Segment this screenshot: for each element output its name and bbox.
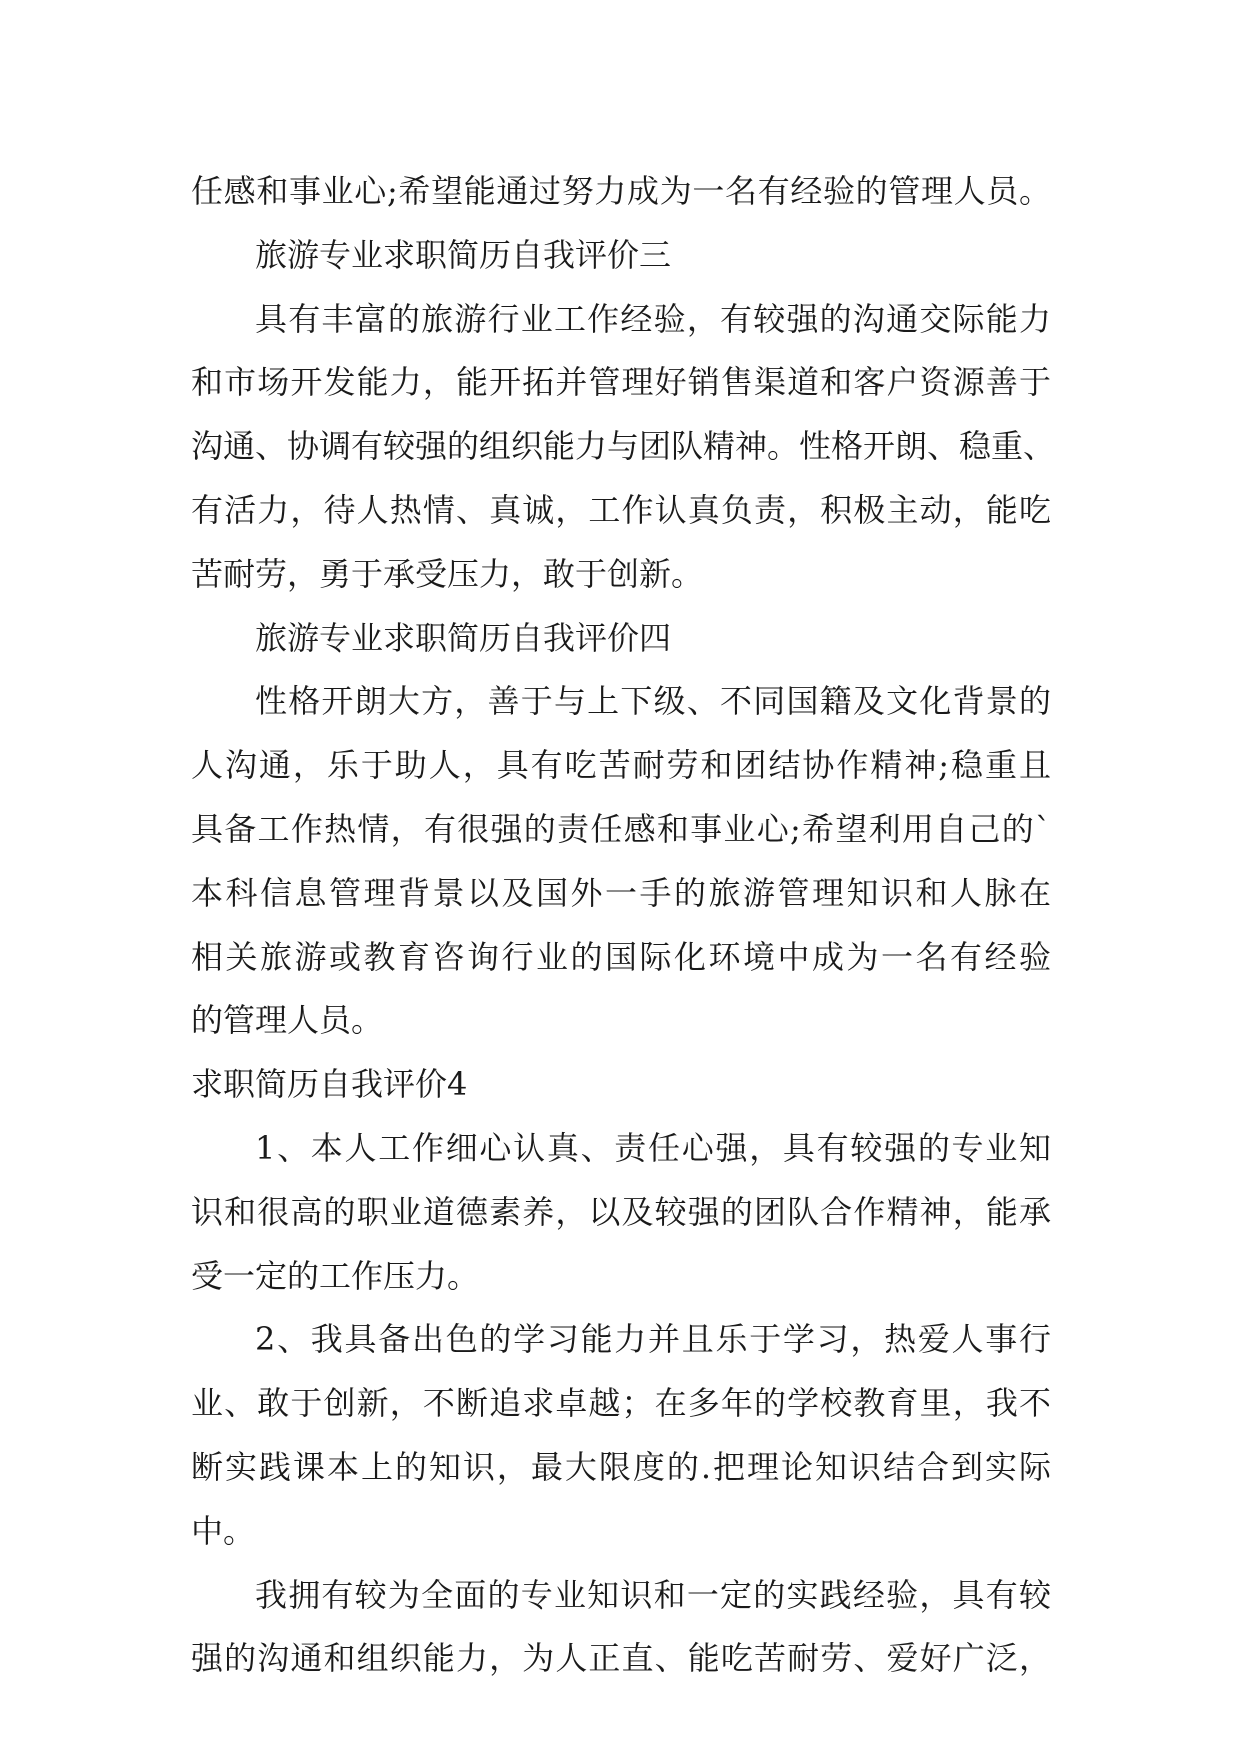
document-body [191, 160, 1056, 1691]
text-line: 相关旅游或教育咨询行业的国际化环境中成为一名有经验 [191, 937, 1051, 976]
text-line: 断实践课本上的知识，最大限度的.把理论知识结合到实际 [191, 1447, 1051, 1486]
text-line: 任感和事业心;希望能通过努力成为一名有经验的管理人员。 [191, 172, 1051, 210]
text-line: 本科信息管理背景以及国外一手的旅游管理知识和人脉在 [191, 873, 1051, 912]
text-line: 旅游专业求职简历自我评价三 [255, 235, 672, 274]
text-line: 具有丰富的旅游行业工作经验，有较强的沟通交际能力 [255, 299, 1051, 338]
text-line: 的管理人员。 [191, 1001, 384, 1040]
text-line: 有活力，待人热情、真诚，工作认真负责，积极主动，能吃 [191, 490, 1051, 529]
text-line: 强的沟通和组织能力，为人正直、能吃苦耐劳、爱好广泛， [191, 1639, 1051, 1678]
text-line: 旅游专业求职简历自我评价四 [255, 618, 672, 657]
text-line: 中。 [191, 1511, 256, 1550]
text-line: 受一定的工作压力。 [191, 1256, 480, 1295]
text-line: 人沟通，乐于助人，具有吃苦耐劳和团结协作精神;稳重且 [191, 746, 1051, 785]
text-line: 沟通、协调有较强的组织能力与团队精神。性格开朗、稳重、 [191, 427, 1056, 466]
text-line: 苦耐劳，勇于承受压力，敢于创新。 [191, 554, 704, 593]
text-line: 和市场开发能力，能开拓并管理好销售渠道和客户资源善于 [191, 363, 1051, 402]
text-line: 性格开朗大方，善于与上下级、不同国籍及文化背景的 [255, 682, 1051, 721]
text-line: 业、敢于创新，不断追求卓越；在多年的学校教育里，我不 [191, 1384, 1051, 1423]
text-line: 我拥有较为全面的专业知识和一定的实践经验，具有较 [255, 1575, 1051, 1614]
text-line: 1、本人工作细心认真、责任心强，具有较强的专业知 [255, 1128, 1051, 1167]
text-line: 具备工作热情，有很强的责任感和事业心;希望利用自己的` [191, 809, 1051, 848]
text-line: 2、我具备出色的学习能力并且乐于学习，热爱人事行 [255, 1320, 1051, 1359]
text-line: 识和很高的职业道德素养，以及较强的团队合作精神，能承 [191, 1192, 1051, 1231]
text-line: 求职简历自我评价4 [191, 1065, 468, 1104]
